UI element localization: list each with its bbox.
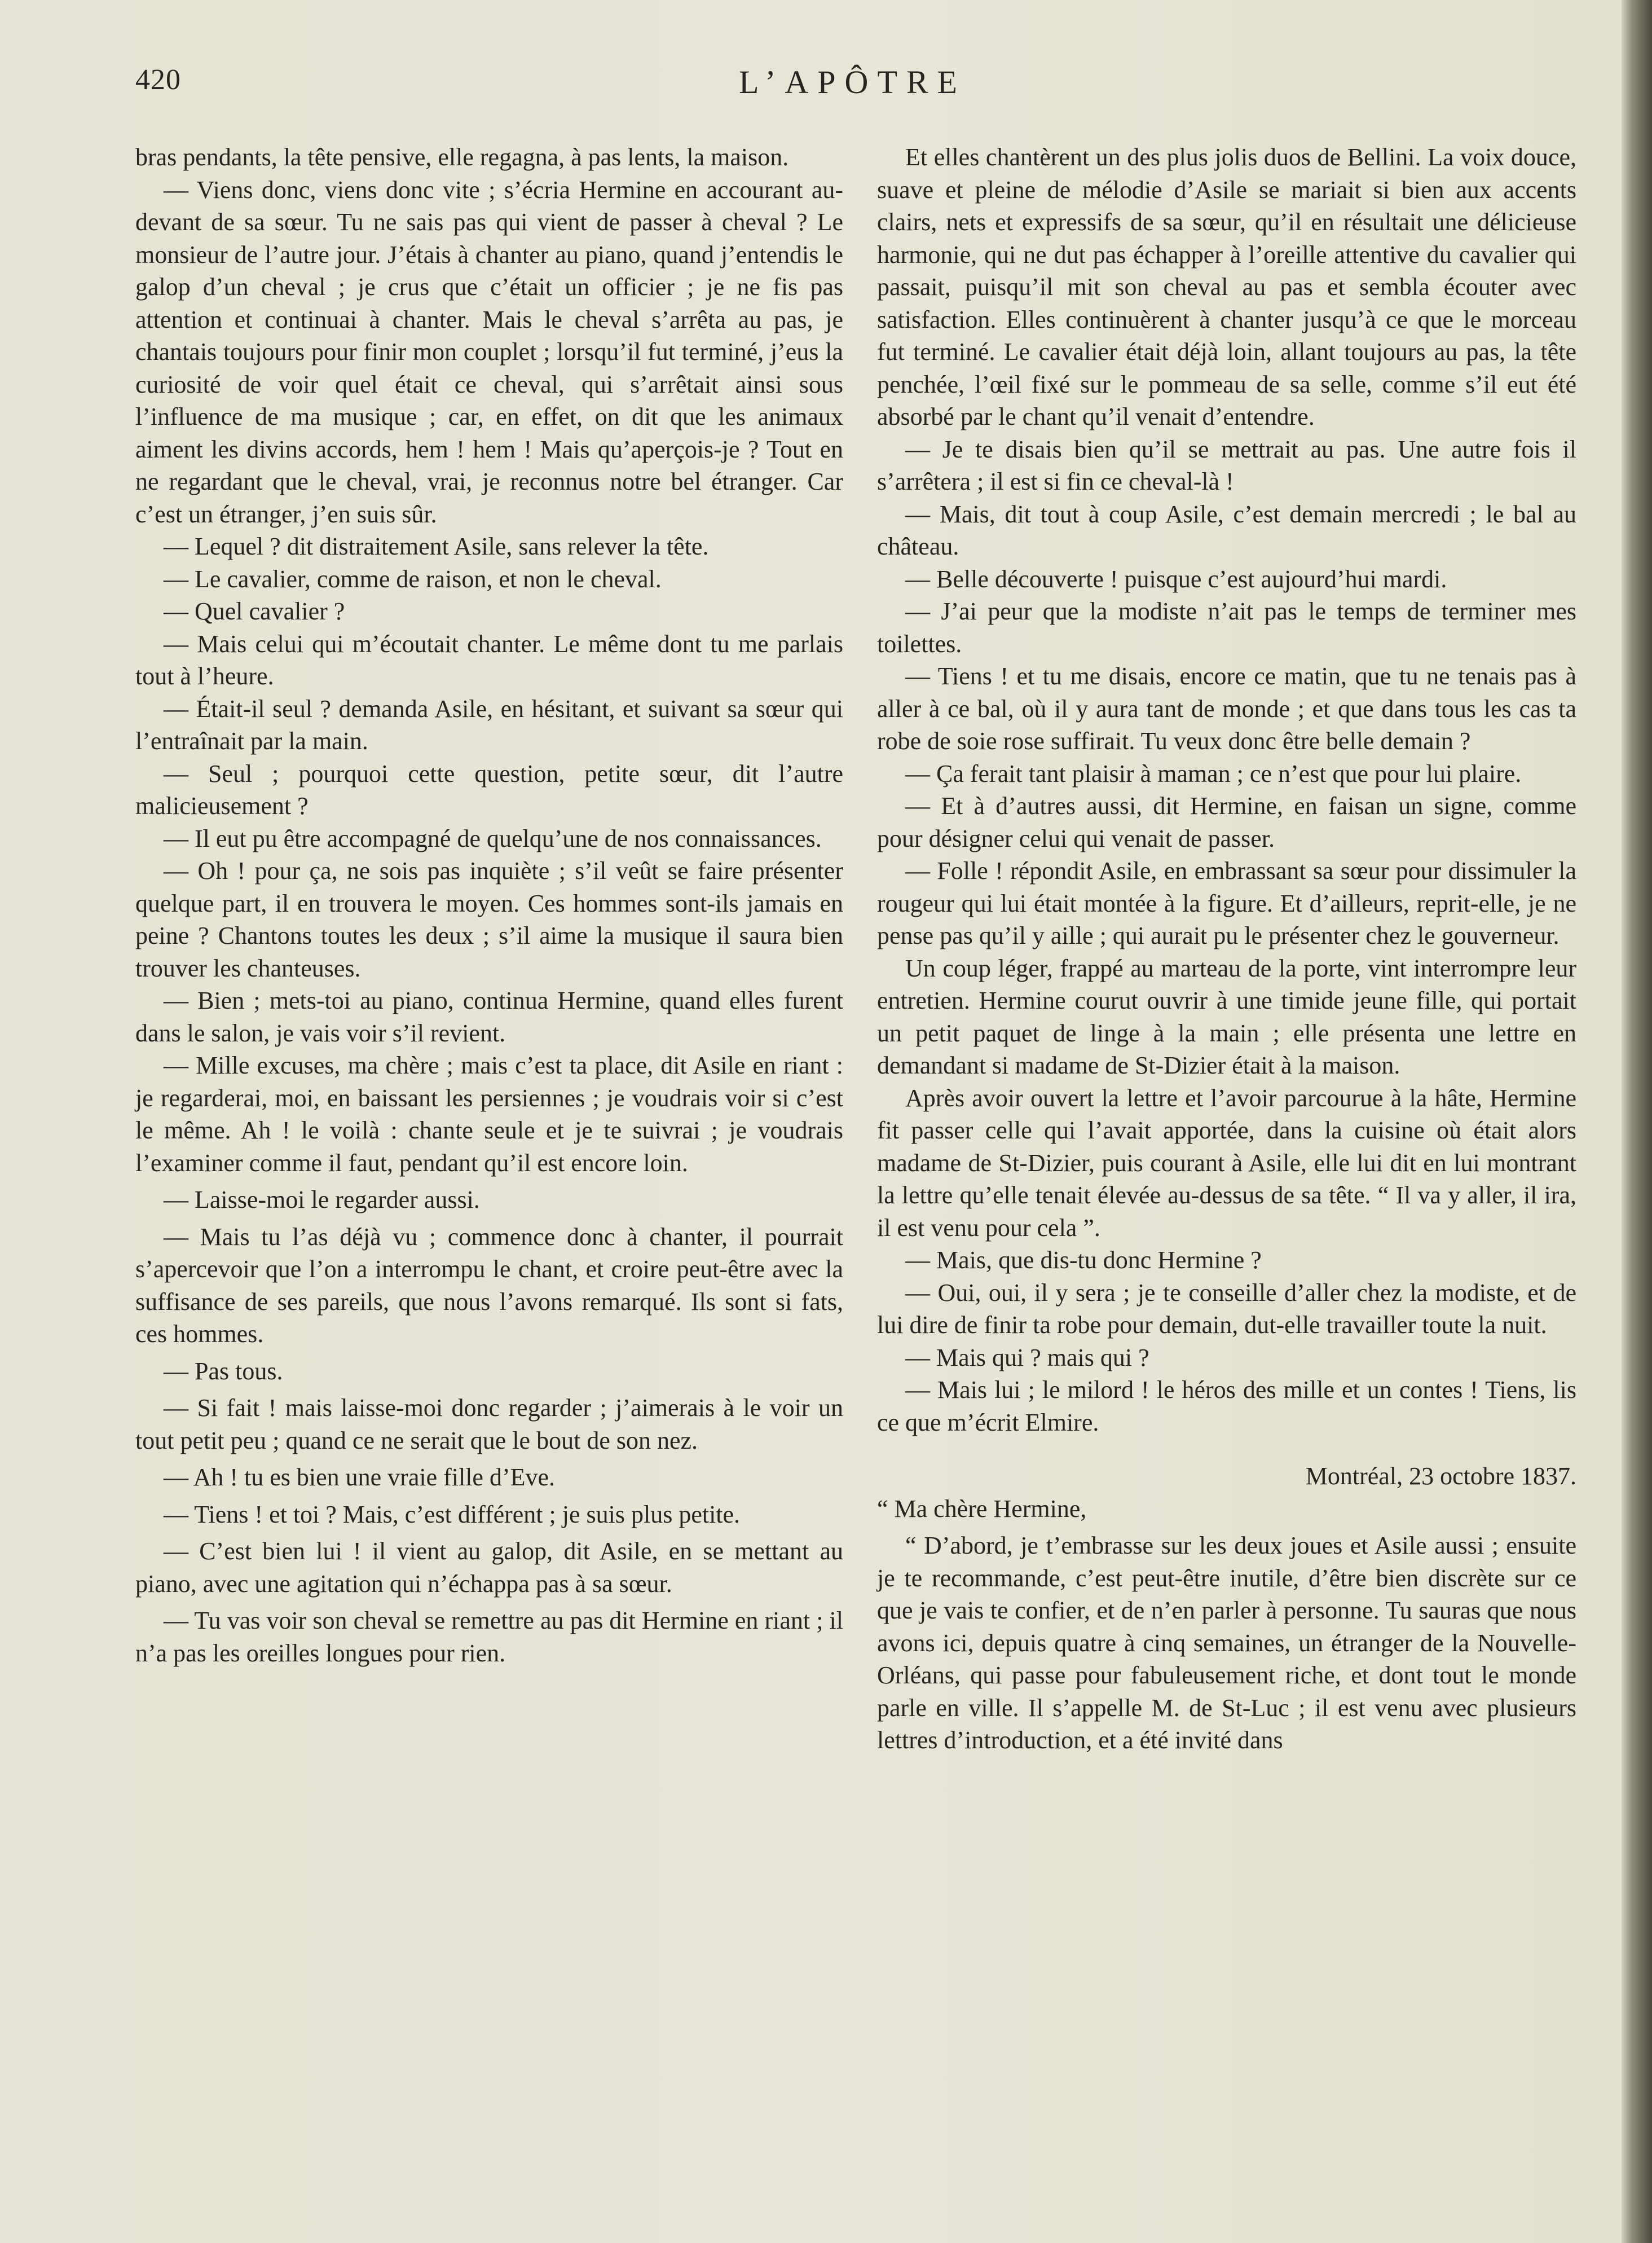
- paragraph: — Mais, dit tout à coup Asile, c’est demain mercredi ; le bal au château.: [877, 500, 1576, 560]
- paragraph: Et elles chantèrent un des plus jolis duos de Bellini. La voix douce, suave et pleine de mélodie d’Asile se mariait si bien aux accents clairs, nets et expressifs de sa sœur, qu’il en résultait une délicieuse harmonie, qui ne dut pas échapper à l’oreille attentive du cavalier qui passait, puisqu’il mit son cheval au pas et sembla écouter avec satisfaction. Elles continuèrent à chanter jusqu’à ce que le morceau fut terminé. Le cavalier était déjà loin, allant toujours au pas, la tête penchée, l’œil fixé sur le pommeau de sa selle, comme s’il eut été absorbé par le chant qu’il venait d’entendre.: [877, 143, 1576, 430]
- paragraph: — Mais lui ; le milord ! le héros des mille et un contes ! Tiens, lis ce que m’écrit Elmire.: [877, 1376, 1576, 1436]
- paragraph: — Ça ferait tant plaisir à maman ; ce n’est que pour lui plaire.: [905, 759, 1522, 788]
- paragraph: Un coup léger, frappé au marteau de la porte, vint interrompre leur entretien. Hermine courut ouvrir à une timide jeune fille, qui portait un petit paquet de linge à la main ; elle présenta une lettre en demandant si madame de St-Dizier était à la maison.: [877, 954, 1576, 1079]
- paragraph: — Et à d’autres aussi, dit Hermine, en faisan un signe, comme pour désigner celui qui venait de passer.: [877, 792, 1576, 852]
- paragraph: — Mais celui qui m’écoutait chanter. Le même dont tu me parlais tout à l’heure.: [135, 630, 843, 690]
- paragraph: — Belle découverte ! puisque c’est aujourd’hui mardi.: [905, 565, 1447, 593]
- right-column: [877, 141, 1576, 1757]
- paragraph: — Mais qui ? mais qui ?: [905, 1343, 1149, 1371]
- letter-salutation: “ Ma chère Hermine,: [877, 1494, 1087, 1523]
- paragraph: — Bien ; mets-toi au piano, continua Hermine, quand elles furent dans le salon, je vais voir s’il revient.: [135, 987, 843, 1047]
- paragraph: — Il eut pu être accompagné de quelqu’une de nos connaissances.: [164, 824, 822, 852]
- paragraph: — Je te disais bien qu’il se mettrait au pas. Une autre fois il s’arrêtera ; il est si fin ce cheval-là !: [877, 435, 1576, 495]
- paragraph: — Pas tous.: [164, 1357, 283, 1385]
- book-gutter-shadow: [1622, 0, 1652, 2243]
- paragraph: — Était-il seul ? demanda Asile, en hésitant, et suivant sa sœur qui l’entraînait par la main.: [135, 694, 843, 755]
- letter-dateline: Montréal, 23 octobre 1837.: [1305, 1462, 1576, 1490]
- left-column: [135, 141, 843, 1669]
- paragraph: — Seul ; pourquoi cette question, petite sœur, dit l’autre malicieusement ?: [135, 759, 843, 820]
- paragraph: — Si fait ! mais laisse-moi donc regarder ; j’aimerais à le voir un tout petit peu ; quand ce ne serait que le bout de son nez.: [135, 1394, 843, 1454]
- paragraph: — Oui, oui, il y sera ; je te conseille d’aller chez la modiste, et de lui dire de finir ta robe pour demain, dut-elle travailler toute la nuit.: [877, 1278, 1576, 1339]
- letter-body: “ D’abord, je t’embrasse sur les deux joues et Asile aussi ; ensuite je te recommande, c’est peut-être inutile, d’être bien discrète sur ce que je vais te confier, et de n’en parler à personne. Tu sauras que nous avons ici, depuis quatre à cinq semaines, un étranger de la Nouvelle-Orléans, qui passe pour fabuleusement riche, et dont tout le monde parle en ville. Il s’appelle M. de St-Luc ; il est venu avec plusieurs lettres d’introduction, et a été invité dans: [877, 1532, 1576, 1754]
- running-title: L’APÔTRE: [739, 64, 966, 100]
- paragraph: — Folle ! répondit Asile, en embrassant sa sœur pour dissimuler la rougeur qui lui était montée à la figure. Et d’ailleurs, reprit-elle, je ne pense pas qu’il y aille ; qui aurait pu le présenter chez le gouverneur.: [877, 857, 1576, 949]
- paragraph: — Tu vas voir son cheval se remettre au pas dit Hermine en riant ; il n’a pas les oreilles longues pour rien.: [135, 1607, 843, 1667]
- paragraph: — Laisse-moi le regarder aussi.: [164, 1186, 480, 1213]
- paragraph: — Le cavalier, comme de raison, et non le cheval.: [164, 565, 662, 593]
- page-number: 420: [135, 64, 181, 96]
- paragraph: — Mais, que dis-tu donc Hermine ?: [905, 1246, 1262, 1274]
- paragraph: Après avoir ouvert la lettre et l’avoir parcourue à la hâte, Hermine fit passer celle qui l’avait apportée, dans la cuisine où était alors madame de St-Dizier, puis courant à Asile, elle lui dit en lui montrant la lettre qu’elle tenait élevée au-dessus de sa tête. “ Il va y aller, il ira, il est venu pour cela ”.: [877, 1084, 1576, 1242]
- paragraph: — Mais tu l’as déjà vu ; commence donc à chanter, il pourrait s’apercevoir que l’on a interrompu le chant, et croire peut-être avec la suffisance de ses pareils, que nous l’avons remarqué. Ils sont si fats, ces hommes.: [135, 1222, 843, 1348]
- paragraph: — Tiens ! et toi ? Mais, c’est différent ; je suis plus petite.: [164, 1500, 741, 1528]
- paragraph: bras pendants, la tête pensive, elle regagna, à pas lents, la maison.: [135, 143, 789, 171]
- paragraph: — Mille excuses, ma chère ; mais c’est ta place, dit Asile en riant : je regarderai, moi, en baissant les persiennes ; je voudrais voir si c’est le même. Ah ! le voilà : chante seule et je te suivrai ; je voudrais l’examiner comme il faut, pendant qu’il est encore loin.: [135, 1052, 843, 1177]
- paragraph: — Viens donc, viens donc vite ; s’écria Hermine en accourant au-devant de sa sœur. Tu ne sais pas qui vient de passer à cheval ? Le monsieur de l’autre jour. J’étais à chanter au piano, quand j’entendis le galop d’un cheval ; je crus que c’était un officier ; je ne fis pas attention et continuai à chanter. Mais le cheval s’arrêta au pas, je chantais toujours pour finir mon couplet ; lorsqu’il fut terminé, j’eus la curiosité de voir quel était ce cheval, qui s’arrêtait ainsi sous l’influence de ma musique ; car, en effet, on dit que les animaux aiment les divins accords, hem ! hem ! Mais qu’aperçois-je ? Tout en ne regardant que le cheval, vrai, je reconnus notre bel étranger. Car c’est un étranger, j’en suis sûr.: [135, 175, 843, 528]
- paragraph: — J’ai peur que la modiste n’ait pas le temps de terminer mes toilettes.: [877, 597, 1576, 658]
- paragraph: — Tiens ! et tu me disais, encore ce matin, que tu ne tenais pas à aller à ce bal, où il y aura tant de monde ; et que dans tous les cas ta robe de soie rose suffirait. Tu veux donc être belle demain ?: [877, 662, 1576, 755]
- paragraph: — Ah ! tu es bien une vraie fille d’Eve.: [164, 1463, 556, 1491]
- paragraph: — C’est bien lui ! il vient au galop, dit Asile, en se mettant au piano, avec une agitation qui n’échappa pas à sa sœur.: [135, 1537, 843, 1598]
- paragraph: — Quel cavalier ?: [164, 597, 345, 625]
- paragraph: — Lequel ? dit distraitement Asile, sans relever la tête.: [164, 533, 709, 560]
- paragraph: — Oh ! pour ça, ne sois pas inquiète ; s’il veût se faire présenter quelque part, il en trouvera le moyen. Ces hommes sont-ils jamais en peine ? Chantons toutes les deux ; s’il aime la musique il saura bien trouver les chanteuses.: [135, 857, 843, 982]
